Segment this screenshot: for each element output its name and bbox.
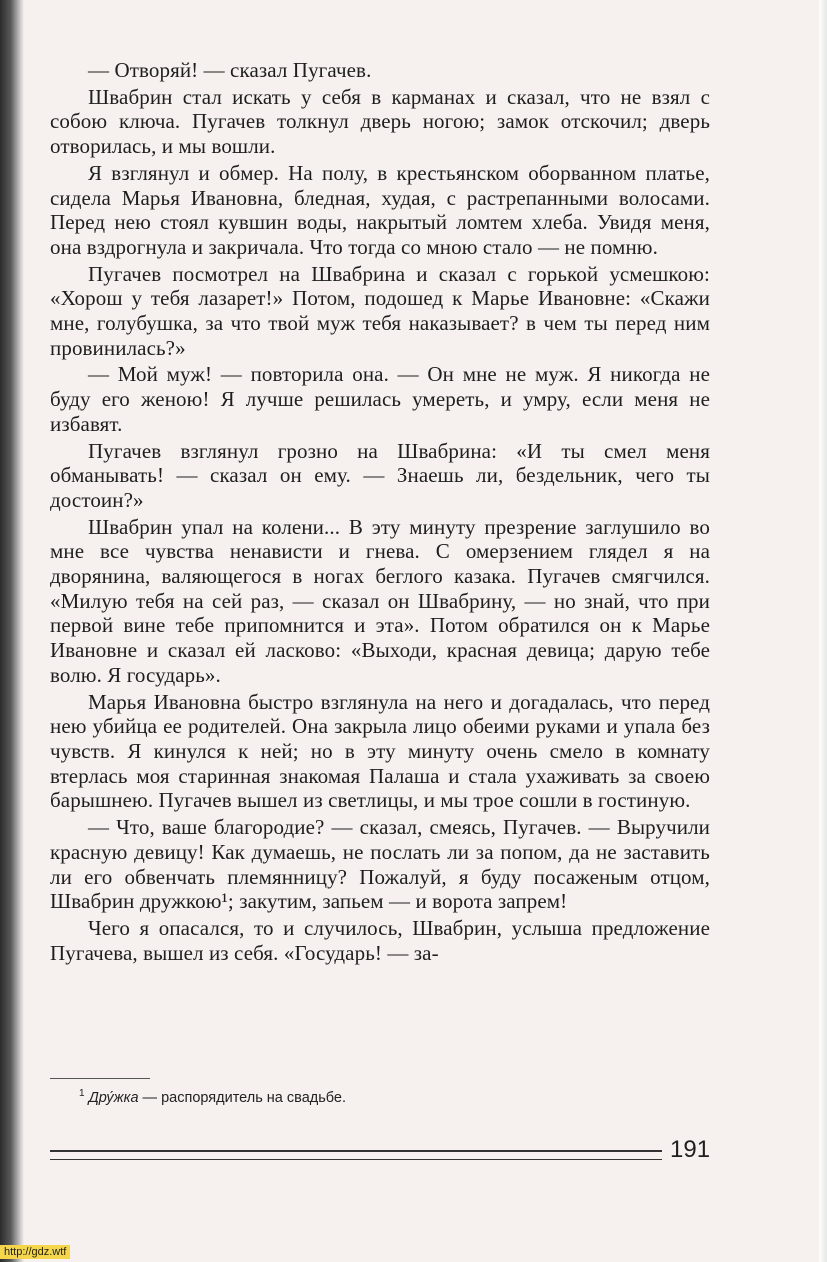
- paragraph: — Отворяй! — сказал Пугачев.: [88, 58, 372, 82]
- paragraph: Пугачев взглянул грозно на Швабрина: «И ты смел меня обманывать! — сказал он ему. — Знаешь ли, бездельник, чего ты достоин?»: [50, 438, 710, 512]
- paragraph: Чего я опасался, то и случилось, Швабрин, услыша предложение Пугачева, вышел из себя. «Государь! — за-: [50, 915, 710, 965]
- book-spine-shadow: [0, 0, 24, 1262]
- footnote-divider: [50, 1078, 150, 1079]
- paragraph: — Мой муж! — повторила она. — Он мне не муж. Я никогда не буду его женою! Я лучше решилась умереть, и умру, если меня не избавят.: [50, 362, 710, 436]
- watermark-link[interactable]: http://gdz.wtf: [0, 1245, 70, 1259]
- footnote-term: Дру́жка: [88, 1089, 139, 1106]
- page-number: 191: [670, 1136, 711, 1163]
- page-text: [50, 58, 710, 965]
- paragraph: — Что, ваше благородие? — сказал, смеясь, Пугачев. — Выручили красную девицу! Как думаешь, не послать ли за попом, да не заставить ли его обвенчать племянницу? Пожалуй, я буду посаженым отцом, Швабрин дружкою¹; закутим, запьем — и ворота запрем!: [50, 815, 710, 914]
- paragraph: Швабрин упал на колени... В эту минуту презрение заглушило во мне все чувства ненависти и гнева. С омерзением глядел я на дворянина, валяющегося в ногах беглого казака. Пугачев смягчился. «Милую тебя на сей раз, — сказал он Швабрину, — но знай, что при первой вине тебе припомнится и эта». Потом обратился он к Марье Ивановне и сказал ей ласково: «Выходи, красная девица; дарую тебе волю. Я государь».: [50, 514, 710, 687]
- paragraph: Марья Ивановна быстро взглянула на него и догадалась, что перед нею убийца ее родителей. Она закрыла лицо обеими руками и упала без чувств. Я кинулся к ней; но в эту минуту очень смело в комнату втерлась моя старинная знакомая Палаша и стала ухаживать за своею барышнею. Пугачев вышел из светлицы, и мы трое сошли в гостиную.: [50, 689, 710, 813]
- paragraph: Я взглянул и обмер. На полу, в крестьянском оборванном платье, сидела Марья Ивановна, бледная, худая, с растрепанными волосами. Перед нею стоял кувшин воды, накрытый ломтем хлеба. Увидя меня, она вздрогнула и закричала. Что тогда со мною стало — не помню.: [50, 160, 710, 259]
- paragraph: Пугачев посмотрел на Швабрина и сказал с горькой усмешкою: «Хорош у тебя лазарет!» Потом, подошед к Марье Ивановне: «Скажи мне, голубушка, за что твой муж тебя наказывает? в чем ты перед ним провинилась?»: [50, 261, 710, 360]
- paragraph: Швабрин стал искать у себя в карманах и сказал, что не взял с собою ключа. Пугачев толкнул дверь ногою; замок отскочил; дверь отворилась, и мы вошли.: [50, 84, 710, 159]
- footer-rule: [50, 1150, 662, 1160]
- footnote: [79, 1088, 346, 1106]
- footnote-definition: — распорядитель на свадьбе.: [138, 1089, 347, 1106]
- footnote-marker: 1: [79, 1088, 85, 1099]
- page-edge: [819, 0, 827, 1262]
